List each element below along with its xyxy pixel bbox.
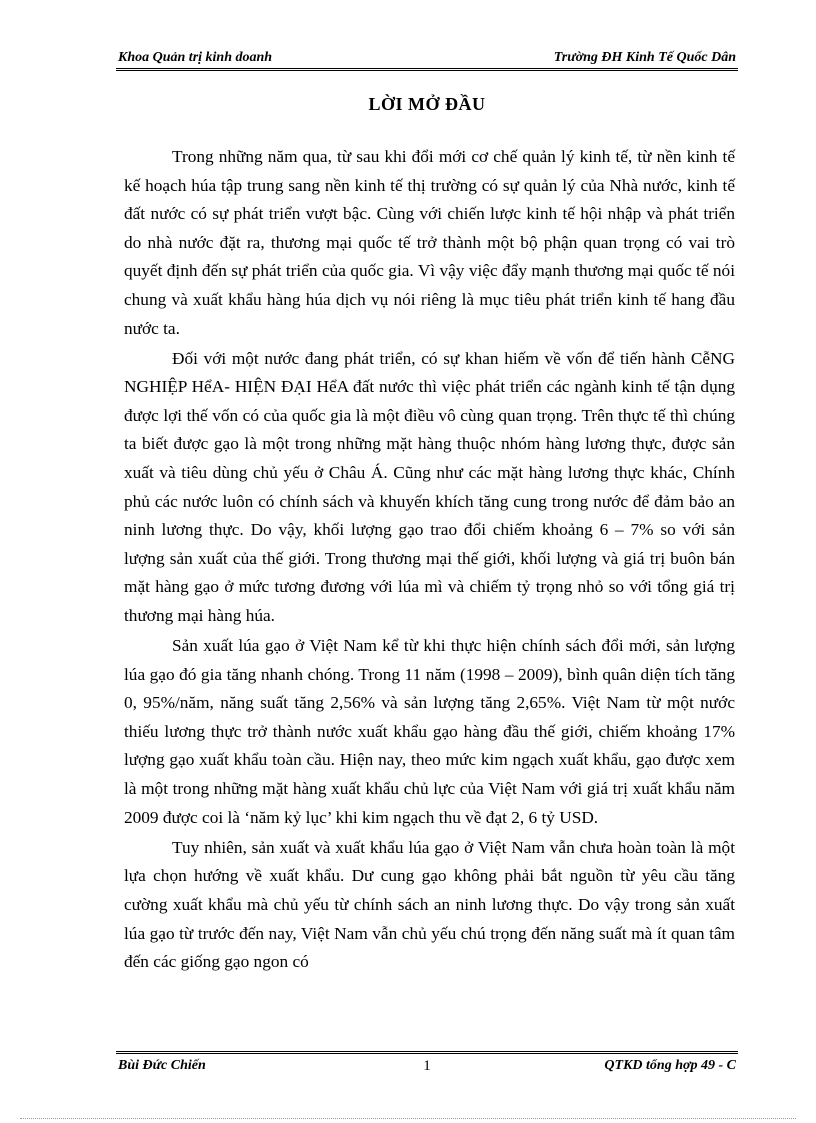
page-header — [116, 48, 738, 70]
header-university: Trường ĐH Kinh Tế Quốc Dân — [553, 50, 736, 65]
header-faculty: Khoa Quản trị kinh doanh — [118, 50, 273, 65]
paragraph-2: Đối với một nước đang phát triển, có sự khan hiếm về vốn để tiến hành CễNG NGHIỆP HểA- HIỆN ĐẠI HểA đất nước thì việc phát triển các ngành kinh tế tận dụng được lợi thế vốn có của quốc gia là một điều vô cùng quan trọng. Trên thực tế thì chúng ta biết được gạo là một trong những mặt hàng thuộc nhóm hàng lương thực, được sản xuất và tiêu dùng chủ yếu ở Châu Á. Cũng như các mặt hàng lương thực khác, Chính phủ các nước luôn có chính sách và khuyến khích tăng cung trong nước để đảm bảo an ninh lương thực. Do vậy, khối lượng gạo trao đổi chiếm khoảng 6 – 7% so với sản lượng sản xuất của thế giới. Trong thương mại thế giới, khối lượng và giá trị buôn bán mặt hàng gạo ở mức tương đương với lúa mì và chiếm tỷ trọng nhỏ so với tổng giá trị thương mại hàng húa. — [124, 348, 735, 625]
paragraph-3: Sản xuất lúa gạo ở Việt Nam kể từ khi thực hiện chính sách đổi mới, sản lượng lúa gạo đó gia tăng nhanh chóng. Trong 11 năm (1998 – 2009), bình quân diện tích tăng 0, 95%/năm, năng suất tăng 2,56% và sản lượng tăng 2,65%. Việt Nam từ một nước thiếu lương thực trở thành nước xuất khẩu gạo hàng đầu thế giới, chiếm khoảng 17% lượng gạo xuất khẩu toàn cầu. Hiện nay, theo mức kim ngạch xuất khẩu, gạo được xem là một trong những mặt hàng xuất khẩu chủ lực của Việt Nam với giá trị xuất khẩu năm 2009 được coi là ‘năm kỷ lục’ khi kim ngạch thu về đạt 2, 6 tỷ USD. — [124, 636, 735, 827]
page-footer — [116, 1056, 738, 1078]
paragraph-1: Trong những năm qua, từ sau khi đổi mới cơ chế quản lý kinh tế, từ nền kinh tế kế hoạch húa tập trung sang nền kinh tế thị trường có sự quản lý của Nhà nước, kinh tế đất nước có sự phát triển vượt bậc. Cùng với chiến lược kinh tế hội nhập và phát triển do nhà nước đặt ra, thương mại quốc tế trở thành một bộ phận quan trọng có vai trò quyết định đến sự phát triển của quốc gia. Vì vậy việc đẩy mạnh thương mại quốc tế nói chung và xuất khẩu hàng húa dịch vụ nói riêng là mục tiêu phát triển kinh tế hang đầu nước ta. — [124, 147, 735, 338]
page-bottom-border — [20, 1118, 796, 1119]
page-number: 1 — [423, 1058, 431, 1074]
header-divider — [116, 68, 738, 71]
paragraph-4: Tuy nhiên, sản xuất và xuất khẩu lúa gạo ở Việt Nam vẫn chưa hoàn toàn là một lựa chọn hướng về xuất khẩu. Dư cung gạo không phải bắt nguồn từ yêu cầu tăng cường xuất khẩu mà chủ yếu từ chính sách an ninh lương thực. Do vậy trong sản xuất lúa gạo từ trước đến nay, Việt Nam vẫn chủ yếu chú trọng đến năng suất mà ít quan tâm đến các giống gạo ngon có — [124, 837, 735, 972]
footer-divider — [116, 1051, 738, 1054]
footer-author: Bùi Đức Chiến — [118, 1058, 206, 1073]
footer-class: QTKD tổng hợp 49 - C — [604, 1058, 736, 1073]
document-title: LỜI MỞ ĐẦU — [368, 94, 486, 114]
document-body — [124, 143, 735, 978]
